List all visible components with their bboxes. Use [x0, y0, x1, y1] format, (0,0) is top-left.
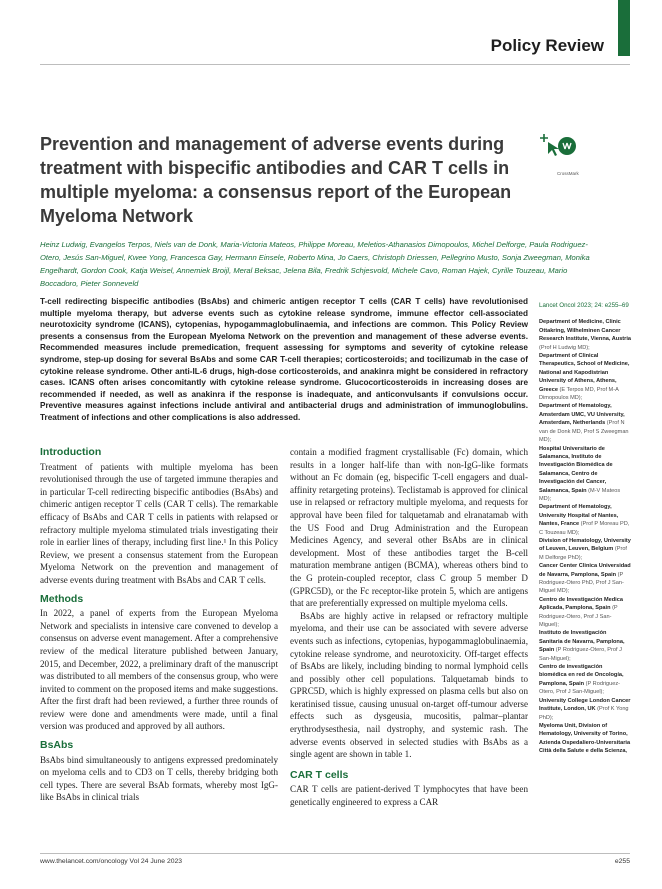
- heading-car-t-cells: CAR T cells: [290, 768, 349, 781]
- crossmark-label: CrossMark: [557, 171, 579, 176]
- paragraph-bsabs: BsAbs bind simultaneously to antigens expressed predominately on myeloma cells and to CD3 on T cells, thereby bridging both cell types. There are several BsAb formats, whereby most IgG-like BsAbs in clinical trials: [40, 754, 278, 803]
- affiliation-item: Department of Hematology, University Hospital of Nantes, Nantes, France (Prof P Moreau PD, C Touzeau MD);: [539, 504, 630, 536]
- affiliation-item: Hospital Universitario de Salamanca, Instituto de Investigación Biomédica de Salamanca, Centro de Investigación del Cancer, Salamanca, Spain (M-V Mateos MD);: [539, 445, 621, 502]
- footer-rule: [40, 853, 630, 854]
- body-column-left: [40, 446, 278, 804]
- affiliation-item: University College London Cancer Institute, London, UK (Prof K Yong PhD);: [539, 697, 631, 721]
- heading-introduction: Introduction: [40, 446, 102, 458]
- header-rule: [40, 64, 630, 65]
- affiliation-item: Department of Medicine, Clinic Ottakring, Wilhelminen Cancer Research Institute, Vienna, Austria (Prof H Ludwig MD);: [539, 319, 632, 351]
- affiliation-item: Department of Hematology, Amsterdam UMC, VU University, Amsterdam, Netherlands (Prof N van de Donk MD, Prof S Zweegman MD);: [539, 403, 629, 444]
- citation[interactable]: Lancet Oncol 2023; 24: e255–69: [539, 302, 629, 309]
- heading-methods: Methods: [40, 592, 84, 605]
- abstract: T-cell redirecting bispecific antibodies (BsAbs) and chimeric antigen receptor T cells (CAR T cells) have revolutionised multiple myeloma therapy, but adverse events such as cytokine release syndrome, immune effector cell-associated neurotoxicity syndrome (ICANS), cytopenias, hypogammaglobulinaemia, and infections are common. This Policy Review presents a consensus from the European Myeloma Network on the prevention and management of these adverse events. Recommended measures include premedication, frequent assessing for symptoms and severity of cytokine release syndrome, step-up dosing for several BsAbs and some CAR T-cell therapies; corticosteroids; and tocilizumab in the case of cytokine release syndrome. Other anti-IL-6 drugs, high-dose corticosteroids, and anakinra might be considered in refractory cases. ICANS often arises concomitantly with cytokine release syndrome. Glucocorticosteroids in increasing doses are recommended if needed, as well as anakinra if the response is inadequate, and anticonvulsants if convulsions occur. Preventive measures against infections include antiviral and antibacterial drugs and administration of immunoglobulins. Treatment of infections and other complications is also addressed.: [40, 297, 528, 422]
- section-label: Policy Review: [490, 36, 604, 55]
- author-list: Heinz Ludwig, Evangelos Terpos, Niels van de Donk, Maria-Victoria Mateos, Philippe Moreau, Meletios-Athanasios Dimopoulos, Michel Delforge, Paula Rodriguez-Otero, Jesús San-Miguel, Kwee Yong, Francesca Gay, Hermann Einsele, Roberto Mina, Jo Caers, Christoph Driessen, Pellegrino Musto, Sonja Zweegman, Monika Engelhardt, Gordon Cook, Katja Weisel, Annemiek Broijl, Meral Beksac, Jelena Bila, Fredrik Schjesvold, Michele Cavo, Roman Hajek, Cyrille Touzeau, Mario Boccadoro, Pieter Sonneveld: [40, 240, 590, 288]
- affiliation-list: [539, 318, 631, 755]
- article-title: Prevention and management of adverse events during treatment with bispecific antibodies and CAR T cells in multiple myeloma: a consensus report of the European Myeloma Network: [40, 134, 512, 226]
- paragraph-introduction: Treatment of patients with multiple myeloma has been revolutionised through the use of targeted immune therapies and in particular T-cell redirecting bispecific antibodies (BsAbs) and chimeric antigen receptor T cells (CAR T cells). The remarkable efficacy of BsAbs and CAR T cells in patients with relapsed or refractory multiple myeloma stimulated trials investigating their role in earlier lines of therapy, including first line.¹ In this Policy Review, we present a consensus statement from the European Myeloma Network on the prevention and management of adverse events during treatment with BsAbs and CAR T cells.: [40, 461, 278, 585]
- affiliations-sidebar: [539, 302, 631, 756]
- paragraph-methods: In 2022, a panel of experts from the European Myeloma Network and specialists in intensive care convened to develop a consensus on adverse event management. After a comprehensive review of the medical literature published between January, 2015, and December, 2022, a preliminary draft of the manuscript was distributed to all members of the consensus group, who were invited to comment on the proposed items and make suggestions. After the first draft had been reviewed, a further three rounds of review were done and amendments were made, until a final version was produced and approved by all authors.: [40, 608, 278, 732]
- affiliation-item: Centro de Investigación Medica Aplicada, Pamplona, Spain (P Rodriguez-Otero, Prof J San-Miguel);: [539, 596, 623, 629]
- crossmark-badge[interactable]: [538, 132, 578, 176]
- affiliation-item: Instituto de Investigación Sanitaria de Navarra, Pamplona, Spain (P Rodriguez-Otero, Prof J San-Miguel);: [539, 630, 625, 662]
- section-color-bar: [618, 0, 630, 56]
- affiliation-item: Division of Hematology, University of Leuven, Leuven, Belgium (Prof M Delforge PhD);: [539, 537, 631, 561]
- page-number: e255: [614, 858, 630, 865]
- heading-bsabs: BsAbs: [40, 739, 74, 752]
- paragraph-bsabs-activity: BsAbs are highly active in relapsed or refractory multiple myeloma, and their use can be associated with severe adverse events such as infections, cytopenias, hypogammaglobulinaemia, cytokine release syndrome, and neurotoxicity. Off-target effects of BsAbs are likely, including binding to normal lymphoid cells and possibly other cell populations. Talquetamab binds to GPRC5D, which is highly expressed on plasma cells but also on keratinised tissue, causing unusual on-target off-tumour adverse effects such as dysgeusia, mucositis, palmar–plantar erythrodysesthesia, nail dystrophy, and systemic rash. The adverse events observed in selected studies with BsAbs as a single agent are shown in table 1.: [290, 610, 528, 760]
- affiliation-item: Department of Clinical Therapeutics, School of Medicine, National and Kapodistrian University of Athens, Athens, Greece (E Terpos MD, Prof M-A Dimopoulos MD);: [539, 353, 630, 402]
- paragraph-car-t-cells: CAR T cells are patient-derived T lymphocytes that have been genetically engineered to express a CAR: [290, 784, 528, 808]
- paragraph-bsabs-continued: contain a modified fragment crystallisable (Fc) domain, which results in a longer half-life than with non-IgG-like formats without an Fc domain (eg, bispecific T-cell engagers and dual-affinity retargeting proteins). Teclistamab is approved for clinical use in relapsed or refractory multiple myeloma, and requests for approval have been filed for talquetamab and elranatamab with the US Food and Drug Administration and the European Medicines Agency, and several other BsAbs are in clinical development. Most of these antibodies target the B-cell maturation membrane antigen (BCMA), whereas others bind to the G protein-coupled receptor, class C group 5 member D (GPRC5D), or the Fc receptor-like protein 5, which are antigens that are preferentially expressed on multiple myeloma cells.: [290, 447, 528, 609]
- crossmark-icon: [538, 132, 578, 166]
- journal-footer[interactable]: www.thelancet.com/oncology Vol 24 June 2023: [40, 858, 183, 865]
- affiliation-item: Cancer Center Clinica Universidad de Navarra, Pamplona, Spain (P Rodriguez-Otero PhD, Prof J San-Miguel MD);: [539, 563, 631, 595]
- affiliation-item: Myeloma Unit, Division of Hematology, University of Torino, Azienda Ospedaliero-Universitaria Città della Salute e della Scienza,: [539, 722, 631, 755]
- body-column-right: [290, 446, 528, 809]
- affiliation-item: Centro de investigación biomédica en red de Oncología, Pamplona, Spain (P Rodriguez-Otero, Prof J San-Miguel);: [539, 664, 624, 696]
